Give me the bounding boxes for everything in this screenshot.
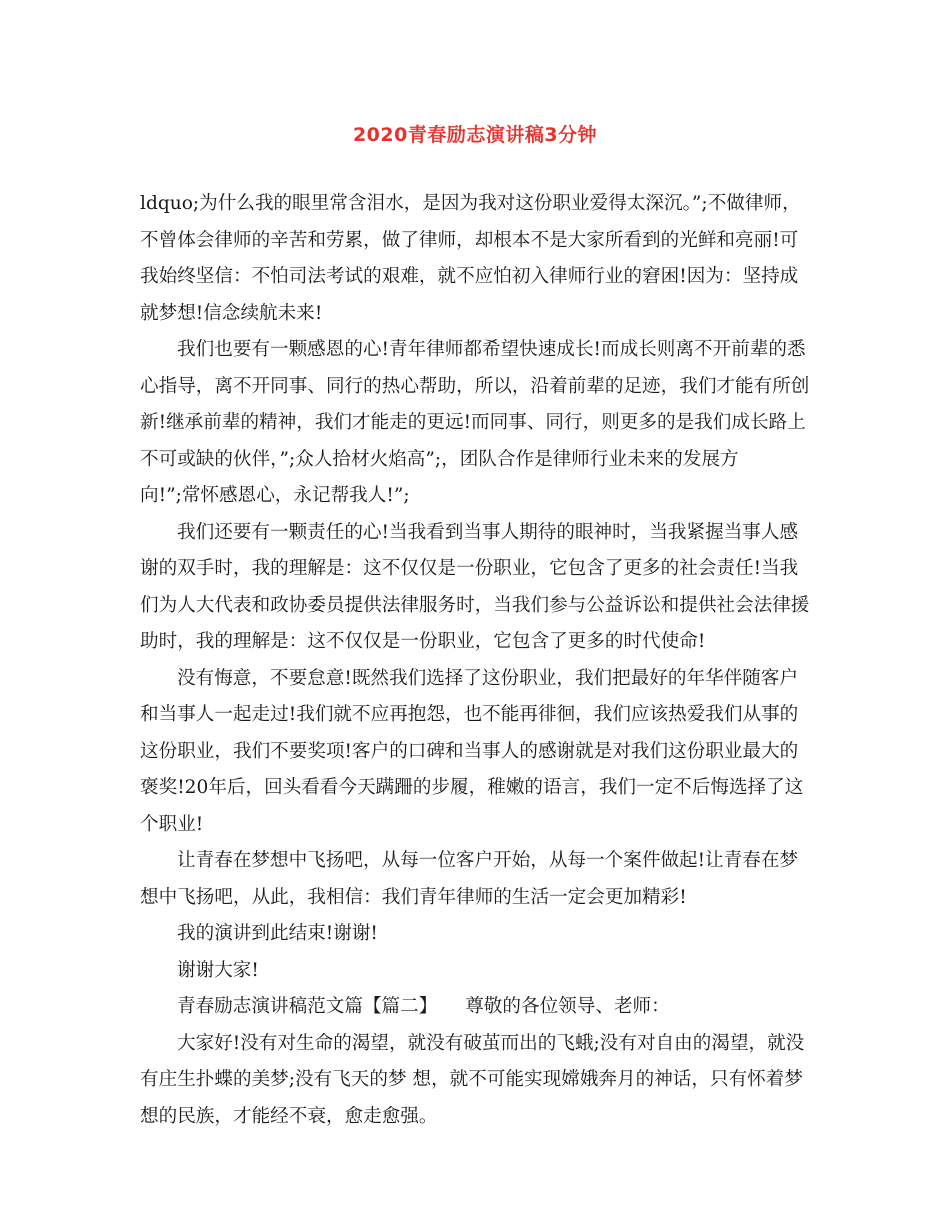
text-line: 新!继承前辈的精神，我们才能走的更远!而同事、同行，则更多的是我们成长路上 — [140, 412, 806, 433]
text-line: 不曾体会律师的辛苦和劳累，做了律师，却根本不是大家所看到的光鲜和亮丽!可 — [140, 229, 799, 251]
text-line: 向!”;常怀感恩心，永记帮我人!”; — [140, 485, 410, 506]
text-line: 想中飞扬吧，从此，我相信：我们青年律师的生活一定会更加精彩! — [140, 886, 687, 908]
document-body — [140, 186, 826, 1135]
text-line: 和当事人一起走过!我们就不应再抱怨，也不能再徘徊，我们应该热爱我们从事的 — [140, 704, 799, 725]
text-line: 们为人大代表和政协委员提供法律服务时，当我们参与公益诉讼和提供社会法律援 — [140, 594, 810, 616]
text-line: 心指导，离不开同事、同行的热心帮助，所以，沿着前辈的足迹，我们才能有所创 — [140, 375, 810, 397]
text-line: 想的民族，才能经不衰，愈走愈强。 — [140, 1105, 438, 1127]
text-line: 谢谢大家! — [177, 959, 259, 981]
text-line: 我们还要有一颗责任的心!当我看到当事人期待的眼神时，当我紧握当事人感 — [177, 521, 799, 543]
text-line: 我的演讲到此结束!谢谢! — [177, 923, 378, 944]
text-line: 让青春在梦想中飞扬吧，从每一位客户开始，从每一个案件做起!让青春在梦 — [177, 850, 799, 871]
document-title: 2020青春励志演讲稿3分钟 — [352, 124, 598, 146]
text-line: 青春励志演讲稿范文篇【篇二】 尊敬的各位领导、老师： — [177, 996, 670, 1017]
text-line: 不可或缺的伙伴，”;众人拾材火焰高”;，团队合作是律师行业未来的发展方 — [140, 448, 739, 470]
text-line: 我始终坚信：不怕司法考试的艰难，就不应怕初入律师行业的窘困!因为：坚持成 — [140, 266, 799, 287]
text-line: 就梦想!信念续航未来! — [140, 302, 323, 324]
text-line: 褒奖!20年后，回头看看今天蹒跚的步履，稚嫩的语言，我们一定不后悔选择了这 — [140, 777, 804, 798]
text-line: 个职业! — [140, 813, 204, 835]
text-line: ldquo;为什么我的眼里常含泪水，是因为我对这份职业爱得太深沉。”;不做律师， — [140, 193, 801, 214]
text-line: 大家好!没有对生命的渴望，就没有破茧而出的飞蛾;没有对自由的渴望，就没 — [177, 1032, 805, 1054]
text-line: 这份职业，我们不要奖项!客户的口碑和当事人的感谢就是对我们这份职业最大的 — [140, 740, 799, 762]
text-line: 谢的双手时，我的理解是：这不仅仅是一份职业，它包含了更多的社会责任!当我 — [140, 558, 799, 579]
text-line: 我们也要有一颗感恩的心!青年律师都希望快速成长!而成长则离不开前辈的悉 — [177, 339, 806, 360]
text-line: 有庄生扑蝶的美梦;没有飞天的梦 想，就不可能实现嫦娥奔月的神话，只有怀着梦 — [140, 1069, 803, 1090]
text-line: 没有悔意，不要怠意!既然我们选择了这份职业，我们把最好的年华伴随客户 — [177, 667, 799, 689]
text-line: 助时，我的理解是：这不仅仅是一份职业，它包含了更多的时代使命! — [140, 631, 706, 652]
